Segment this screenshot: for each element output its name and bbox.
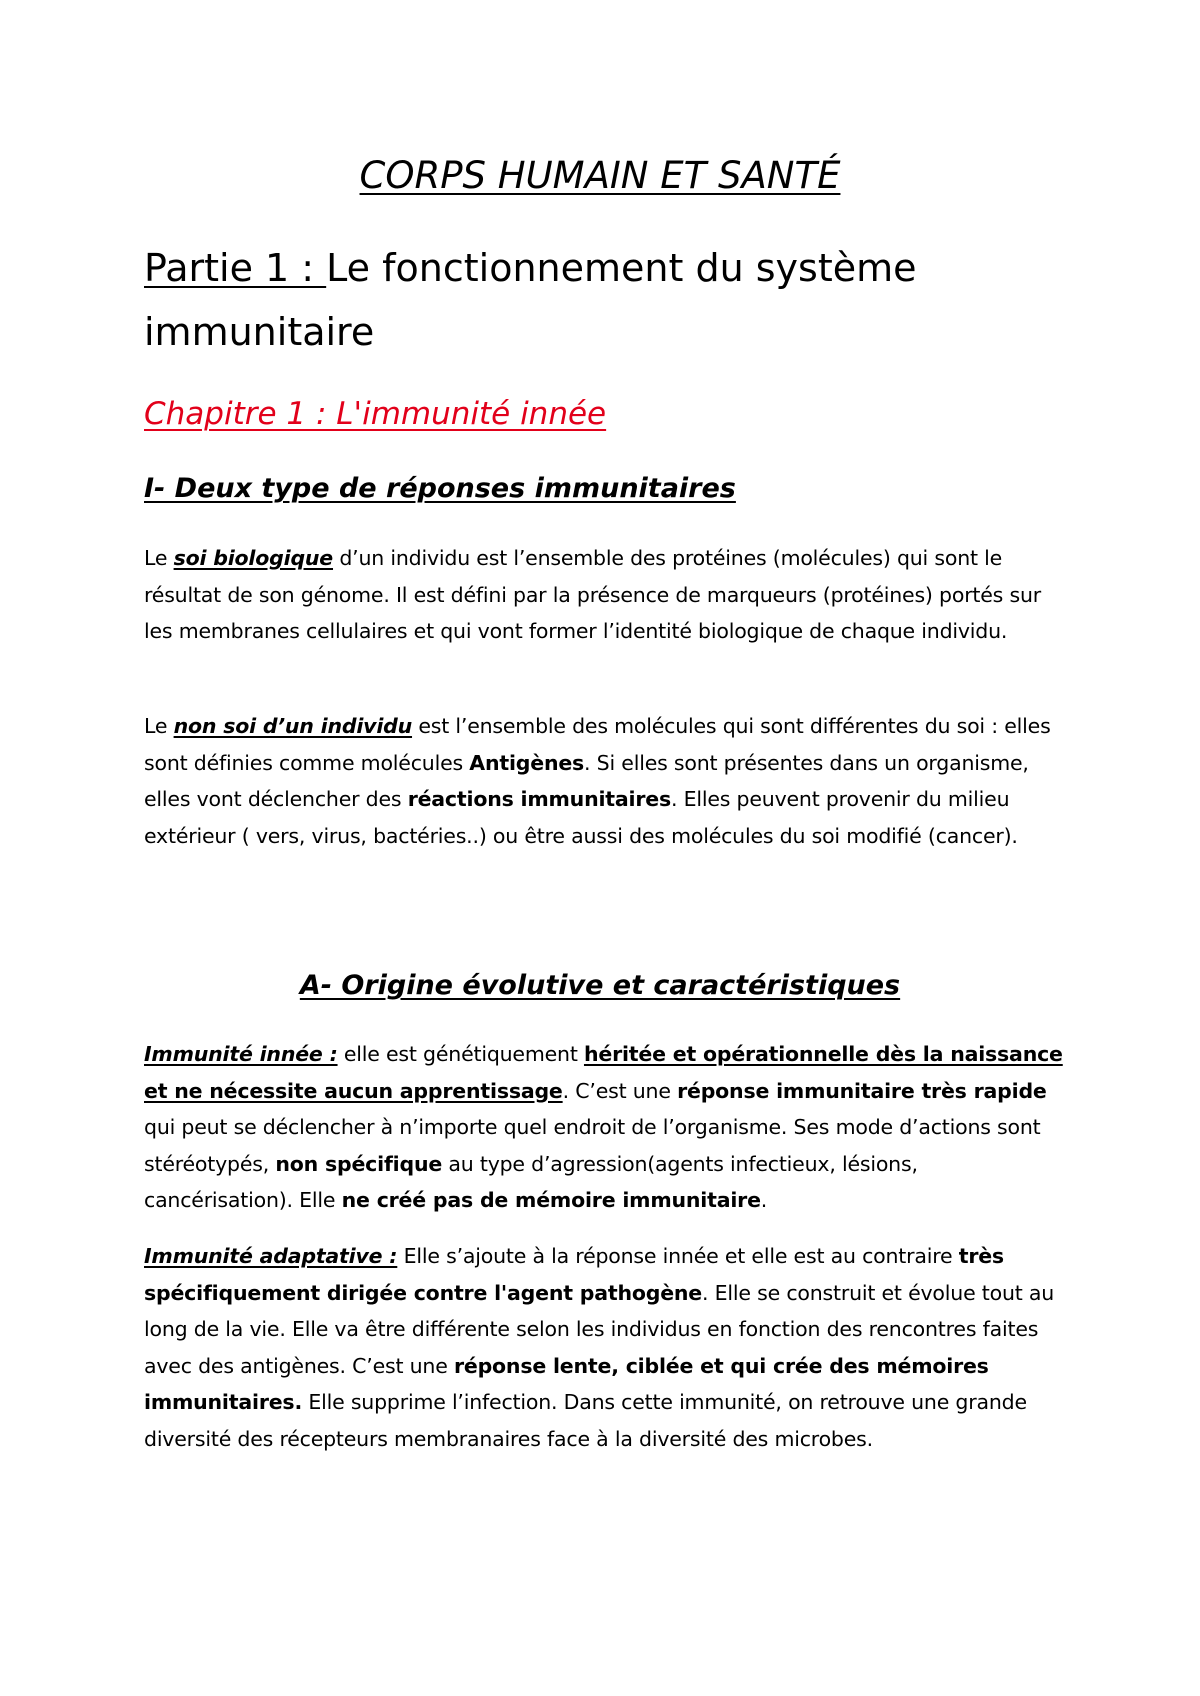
term-immunite-innee: Immunité innée : <box>144 1042 338 1066</box>
term-non-soi: non soi d’un individu <box>173 714 413 738</box>
bold-pas-de-memoire: ne créé pas de mémoire immunitaire <box>341 1188 761 1212</box>
bold-reactions-immunitaires: réactions immunitaires <box>407 787 671 811</box>
chapter-heading: Chapitre 1 : L'immunité innée <box>144 396 607 432</box>
bold-reponse-rapide: réponse immunitaire très rapide <box>677 1078 1047 1103</box>
text-run: au type d’agression(agents infectieux, lésions, cancérisation). Elle <box>144 1151 918 1212</box>
text-run: Le <box>144 714 174 738</box>
text-run: est l’ensemble des molécules qui sont différentes du soi : elles sont définies comme molécules <box>144 714 1051 775</box>
paragraph-immunite-innee <box>144 1036 1064 1219</box>
term-soi-biologique: soi biologique <box>173 546 334 570</box>
text-run: . C’est une <box>562 1078 678 1103</box>
text-run: . Elle se construit et évolue tout au long de la vie. Elle va être différente selon les individus en fonction des rencontres faites avec des antigènes. C’est une <box>144 1280 1055 1378</box>
text-run: Elle supprime l’infection. Dans cette immunité, on retrouve une grande diversité des récepteurs membranaires face à la diversité des microbes. <box>144 1390 1027 1451</box>
text-run: . Si elles sont présentes dans un organisme, elles vont déclencher des <box>144 750 1029 811</box>
part-text: Le fonctionnement du système immunitaire <box>144 246 917 354</box>
part-heading <box>144 236 1084 364</box>
section-heading-i: I- Deux type de réponses immunitaires <box>144 473 736 504</box>
bold-reponse-lente: réponse lente, ciblée et qui crée des mémoires immunitaires. <box>144 1353 989 1414</box>
paragraph-immunite-adaptative <box>144 1238 1064 1457</box>
text-run: . <box>760 1188 768 1212</box>
bold-non-specifique: non spécifique <box>275 1151 443 1176</box>
text-run: d’un individu est l’ensemble des protéines (molécules) qui sont le résultat de son génome. Il est défini par la présence de marqueurs (protéines) portés sur les membranes cellulaires et qui vont former l’identité biologique de chaque individu. <box>144 546 1041 643</box>
text-run: Le <box>144 546 174 570</box>
paragraph-soi-biologique <box>144 540 1064 650</box>
part-label: Partie 1 : <box>144 246 327 290</box>
document-title: CORPS HUMAIN ET SANTÉ <box>359 154 841 197</box>
paragraph-non-soi <box>144 708 1064 854</box>
bold-tres-specifiquement: très spécifiquement dirigée contre l'agent pathogène <box>144 1244 1004 1305</box>
section-heading-a: A- Origine évolutive et caractéristiques <box>299 970 901 1001</box>
term-immunite-adaptative: Immunité adaptative : <box>144 1244 398 1268</box>
text-run: Elle s’ajoute à la réponse innée et elle est au contraire <box>397 1244 959 1268</box>
underlined-bold-heritee: héritée et opérationnelle dès la naissance et ne nécessite aucun apprentissage <box>144 1042 1063 1103</box>
bold-antigenes: Antigènes <box>469 750 585 775</box>
text-run: elle est génétiquement <box>337 1042 584 1066</box>
text-run: . Elles peuvent provenir du milieu extérieur ( vers, virus, bactéries..) ou être aussi des molécules du soi modifié (cancer). <box>144 787 1018 848</box>
text-run: qui peut se déclencher à n’importe quel endroit de l’organisme. Ses mode d’actions sont stéréotypés, <box>144 1115 1041 1176</box>
